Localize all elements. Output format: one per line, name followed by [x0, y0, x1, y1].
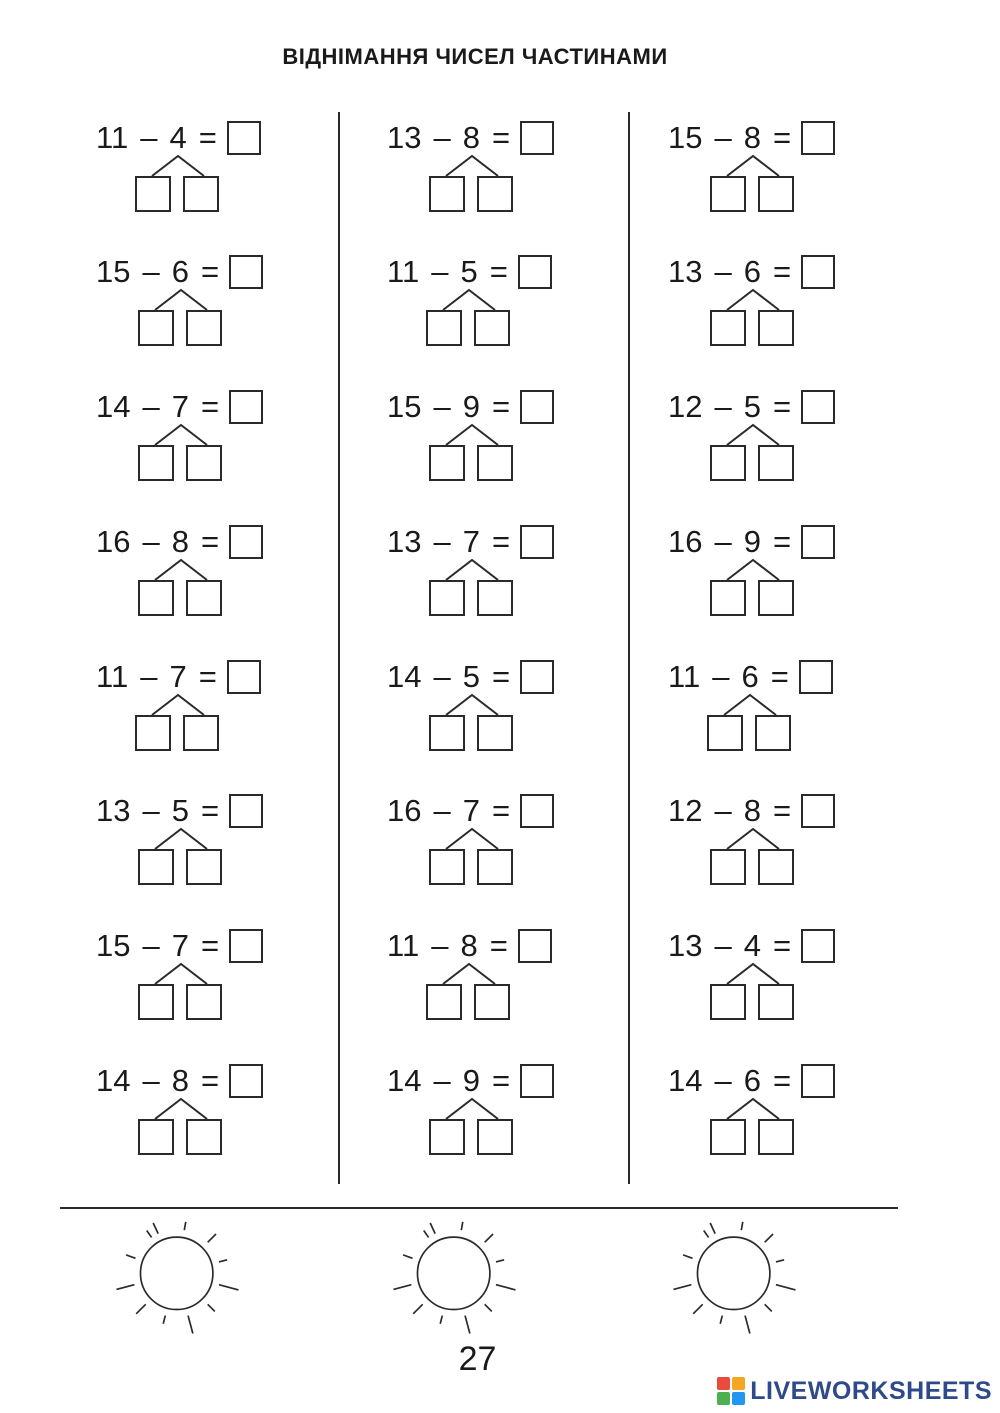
subtraction-problem — [387, 657, 587, 767]
equals-sign: = — [491, 659, 511, 694]
equation — [96, 926, 263, 966]
equals-sign: = — [198, 120, 217, 155]
equation — [387, 926, 552, 966]
subtraction-problem — [96, 118, 296, 228]
answer-box[interactable] — [520, 525, 554, 559]
equation — [668, 1061, 835, 1101]
part-box-right[interactable] — [477, 445, 513, 481]
minuend: 15 — [96, 928, 131, 963]
decomposition-lines — [705, 154, 801, 178]
part-box-left[interactable] — [429, 715, 465, 751]
answer-box[interactable] — [229, 255, 263, 289]
minus-sign: – — [142, 1063, 160, 1098]
part-box-right[interactable] — [186, 984, 222, 1020]
subtraction-problem — [668, 252, 868, 362]
decomposition-lines — [705, 288, 801, 312]
minuend: 13 — [387, 120, 422, 155]
part-box-left[interactable] — [138, 310, 174, 346]
decomposition-lines — [133, 827, 229, 851]
subtrahend: 7 — [171, 389, 189, 424]
branch-line — [446, 829, 498, 849]
decomposition-lines — [130, 693, 226, 717]
equals-sign: = — [200, 524, 220, 559]
logo-square — [732, 1377, 745, 1390]
equals-sign: = — [491, 389, 511, 424]
branch-line — [727, 290, 779, 310]
subtraction-problem — [668, 657, 868, 767]
part-box-left[interactable] — [710, 580, 746, 616]
equation — [387, 522, 554, 562]
subtrahend: 6 — [171, 254, 189, 289]
branch-line — [155, 1099, 207, 1119]
page-number: 27 — [458, 1340, 497, 1378]
answer-box[interactable] — [801, 525, 835, 559]
answer-box[interactable] — [520, 121, 554, 155]
part-box-left[interactable] — [429, 849, 465, 885]
subtraction-problem — [668, 522, 868, 632]
answer-box[interactable] — [520, 794, 554, 828]
minus-sign: – — [433, 389, 451, 424]
equals-sign: = — [200, 793, 220, 828]
answer-box[interactable] — [801, 390, 835, 424]
subtrahend: 7 — [171, 928, 189, 963]
equation — [387, 1061, 554, 1101]
part-box-left[interactable] — [135, 176, 171, 212]
part-box-right[interactable] — [758, 176, 794, 212]
minuend: 14 — [668, 1063, 703, 1098]
branch-line — [443, 964, 495, 984]
part-box-right[interactable] — [186, 849, 222, 885]
part-box-left[interactable] — [429, 580, 465, 616]
equals-sign: = — [772, 254, 792, 289]
minus-sign: – — [433, 120, 451, 155]
decomposition-lines — [133, 962, 229, 986]
branch-line — [727, 964, 779, 984]
answer-box[interactable] — [520, 660, 554, 694]
subtraction-problem — [387, 387, 587, 497]
part-box-right[interactable] — [758, 849, 794, 885]
minus-sign: – — [712, 659, 730, 694]
minuend: 13 — [668, 254, 703, 289]
minuend: 13 — [387, 524, 422, 559]
equation — [387, 657, 554, 697]
decomposition-lines — [705, 962, 801, 986]
branch-line — [152, 695, 204, 715]
answer-box[interactable] — [801, 255, 835, 289]
equals-sign: = — [491, 120, 511, 155]
branch-line — [727, 1099, 779, 1119]
branch-line — [727, 425, 779, 445]
logo-square — [717, 1377, 730, 1390]
subtraction-problem — [668, 1061, 868, 1171]
equals-sign: = — [772, 120, 792, 155]
answer-box[interactable] — [229, 929, 263, 963]
minuend: 11 — [668, 659, 701, 694]
branch-line — [727, 829, 779, 849]
part-box-right[interactable] — [755, 715, 791, 751]
decomposition-lines — [424, 1097, 520, 1121]
minuend: 15 — [96, 254, 131, 289]
equation — [387, 791, 554, 831]
part-box-right[interactable] — [758, 580, 794, 616]
subtrahend: 8 — [743, 120, 761, 155]
answer-box[interactable] — [518, 929, 552, 963]
subtraction-problem — [96, 252, 296, 362]
minuend: 12 — [668, 793, 703, 828]
answer-box[interactable] — [801, 929, 835, 963]
minuend: 11 — [96, 120, 129, 155]
part-box-right[interactable] — [186, 445, 222, 481]
part-box-right[interactable] — [183, 715, 219, 751]
part-box-left[interactable] — [710, 1119, 746, 1155]
subtrahend: 4 — [169, 120, 187, 155]
branch-line — [727, 156, 779, 176]
minuend: 15 — [387, 389, 422, 424]
logo-square — [717, 1392, 730, 1405]
part-box-left[interactable] — [429, 445, 465, 481]
subtraction-problem — [387, 791, 587, 901]
part-box-right[interactable] — [477, 176, 513, 212]
subtrahend: 9 — [743, 524, 761, 559]
decomposition-lines — [133, 558, 229, 582]
decomposition-lines — [424, 827, 520, 851]
answer-box[interactable] — [229, 1064, 263, 1098]
worksheet-title: ВІДНІМАННЯ ЧИСЕЛ ЧАСТИНАМИ — [282, 44, 668, 69]
subtrahend: 6 — [743, 1063, 761, 1098]
decomposition-lines — [424, 154, 520, 178]
minuend: 14 — [96, 389, 131, 424]
subtraction-problem — [96, 657, 296, 767]
subtrahend: 6 — [741, 659, 759, 694]
equation — [96, 1061, 263, 1101]
decomposition-lines — [421, 288, 517, 312]
branch-line — [724, 695, 776, 715]
equals-sign: = — [200, 1063, 220, 1098]
minus-sign: – — [140, 659, 158, 694]
branch-line — [446, 560, 498, 580]
part-box-left[interactable] — [138, 849, 174, 885]
decomposition-lines — [421, 962, 517, 986]
equation — [96, 118, 261, 158]
part-box-left[interactable] — [710, 310, 746, 346]
minus-sign: – — [714, 524, 732, 559]
equation — [96, 387, 263, 427]
branch-line — [155, 829, 207, 849]
branch-line — [155, 964, 207, 984]
equals-sign: = — [200, 928, 220, 963]
answer-box[interactable] — [227, 121, 261, 155]
decomposition-lines — [705, 423, 801, 447]
minuend: 11 — [387, 254, 420, 289]
part-box-left[interactable] — [138, 445, 174, 481]
part-box-right[interactable] — [186, 1119, 222, 1155]
sun-icon — [95, 1210, 255, 1340]
part-box-left[interactable] — [710, 849, 746, 885]
subtraction-problem — [96, 522, 296, 632]
part-box-left[interactable] — [426, 984, 462, 1020]
part-box-left[interactable] — [426, 310, 462, 346]
branch-line — [727, 560, 779, 580]
equation — [668, 387, 835, 427]
minuend: 16 — [96, 524, 131, 559]
part-box-right[interactable] — [758, 1119, 794, 1155]
decomposition-lines — [424, 558, 520, 582]
subtrahend: 7 — [462, 793, 480, 828]
minus-sign: – — [433, 659, 451, 694]
sun-icon — [652, 1210, 812, 1340]
subtrahend: 5 — [743, 389, 761, 424]
part-box-left[interactable] — [429, 1119, 465, 1155]
decomposition-lines — [424, 423, 520, 447]
branch-line — [446, 425, 498, 445]
decomposition-lines — [424, 693, 520, 717]
answer-box[interactable] — [801, 794, 835, 828]
part-box-left[interactable] — [138, 984, 174, 1020]
minus-sign: – — [433, 524, 451, 559]
minuend: 16 — [387, 793, 422, 828]
answer-box[interactable] — [229, 525, 263, 559]
subtraction-problem — [387, 118, 587, 228]
minuend: 12 — [668, 389, 703, 424]
part-box-right[interactable] — [758, 984, 794, 1020]
subtrahend: 5 — [171, 793, 189, 828]
equation — [668, 522, 835, 562]
part-box-right[interactable] — [474, 310, 510, 346]
minus-sign: – — [140, 120, 158, 155]
minus-sign: – — [142, 254, 160, 289]
decomposition-lines — [133, 288, 229, 312]
subtrahend: 8 — [462, 120, 480, 155]
subtraction-problem — [387, 1061, 587, 1171]
subtrahend: 7 — [169, 659, 187, 694]
equation — [387, 118, 554, 158]
part-box-right[interactable] — [477, 715, 513, 751]
column-divider — [338, 112, 340, 1184]
part-box-right[interactable] — [474, 984, 510, 1020]
equation — [96, 252, 263, 292]
part-box-left[interactable] — [135, 715, 171, 751]
part-box-left[interactable] — [710, 176, 746, 212]
part-box-left[interactable] — [138, 580, 174, 616]
subtraction-problem — [387, 522, 587, 632]
minuend: 14 — [387, 659, 422, 694]
answer-box[interactable] — [801, 121, 835, 155]
equation — [387, 387, 554, 427]
minus-sign: – — [714, 389, 732, 424]
decomposition-lines — [130, 154, 226, 178]
branch-line — [446, 695, 498, 715]
subtraction-problem — [387, 926, 587, 1036]
part-box-left[interactable] — [707, 715, 743, 751]
equals-sign: = — [200, 389, 220, 424]
answer-box[interactable] — [520, 1064, 554, 1098]
answer-box[interactable] — [799, 660, 833, 694]
equation — [668, 657, 833, 697]
subtrahend: 7 — [462, 524, 480, 559]
subtraction-problem — [96, 926, 296, 1036]
subtrahend: 8 — [743, 793, 761, 828]
subtraction-problem — [96, 791, 296, 901]
equals-sign: = — [772, 524, 792, 559]
part-box-left[interactable] — [710, 984, 746, 1020]
subtrahend: 8 — [171, 1063, 189, 1098]
sun-icon — [372, 1210, 532, 1340]
equation — [96, 522, 263, 562]
minus-sign: – — [433, 1063, 451, 1098]
part-box-left[interactable] — [138, 1119, 174, 1155]
equals-sign: = — [489, 254, 508, 289]
subtrahend: 8 — [460, 928, 478, 963]
decomposition-lines — [705, 558, 801, 582]
liveworksheets-mark-icon — [717, 1377, 745, 1405]
equals-sign: = — [772, 1063, 792, 1098]
decomposition-lines — [133, 423, 229, 447]
part-box-right[interactable] — [186, 310, 222, 346]
liveworksheets-logo — [717, 1375, 992, 1407]
minus-sign: – — [142, 524, 160, 559]
minuend: 14 — [96, 1063, 131, 1098]
minuend: 11 — [96, 659, 129, 694]
equation — [668, 926, 835, 966]
part-box-right[interactable] — [186, 580, 222, 616]
minus-sign: – — [714, 120, 732, 155]
minuend: 15 — [668, 120, 703, 155]
subtrahend: 9 — [462, 389, 480, 424]
equals-sign: = — [772, 389, 792, 424]
logo-square — [732, 1392, 745, 1405]
part-box-right[interactable] — [758, 445, 794, 481]
equation — [668, 252, 835, 292]
subtraction-problem — [668, 118, 868, 228]
subtraction-problem — [668, 387, 868, 497]
equals-sign: = — [489, 928, 508, 963]
equals-sign: = — [491, 524, 511, 559]
equation — [668, 118, 835, 158]
branch-line — [446, 156, 498, 176]
equals-sign: = — [772, 793, 792, 828]
equals-sign: = — [491, 793, 511, 828]
branch-line — [152, 156, 204, 176]
minus-sign: – — [142, 928, 160, 963]
subtraction-problem — [668, 926, 868, 1036]
part-box-right[interactable] — [183, 176, 219, 212]
answer-box[interactable] — [229, 794, 263, 828]
minus-sign: – — [431, 928, 449, 963]
equation — [96, 657, 261, 697]
minuend: 14 — [387, 1063, 422, 1098]
decomposition-lines — [133, 1097, 229, 1121]
equals-sign: = — [491, 1063, 511, 1098]
subtraction-problem — [668, 791, 868, 901]
part-box-right[interactable] — [477, 1119, 513, 1155]
subtrahend: 4 — [743, 928, 761, 963]
subtraction-problem — [387, 252, 587, 362]
liveworksheets-text: LIVEWORKSHEETS — [750, 1376, 992, 1405]
answer-box[interactable] — [520, 390, 554, 424]
part-box-left[interactable] — [710, 445, 746, 481]
equals-sign: = — [772, 928, 792, 963]
subtrahend: 6 — [743, 254, 761, 289]
branch-line — [155, 560, 207, 580]
part-box-right[interactable] — [758, 310, 794, 346]
branch-line — [155, 425, 207, 445]
subtrahend: 5 — [462, 659, 480, 694]
answer-box[interactable] — [518, 255, 552, 289]
part-box-left[interactable] — [429, 176, 465, 212]
minus-sign: – — [142, 793, 160, 828]
minus-sign: – — [714, 254, 732, 289]
answer-box[interactable] — [227, 660, 261, 694]
part-box-right[interactable] — [477, 849, 513, 885]
minuend: 13 — [96, 793, 131, 828]
minus-sign: – — [714, 1063, 732, 1098]
branch-line — [446, 1099, 498, 1119]
column-divider — [628, 112, 630, 1184]
decomposition-lines — [705, 1097, 801, 1121]
part-box-right[interactable] — [477, 580, 513, 616]
minuend: 13 — [668, 928, 703, 963]
branch-line — [155, 290, 207, 310]
equation — [668, 791, 835, 831]
answer-box[interactable] — [229, 390, 263, 424]
equation — [96, 791, 263, 831]
minuend: 16 — [668, 524, 703, 559]
branch-line — [443, 290, 495, 310]
minus-sign: – — [433, 793, 451, 828]
minuend: 11 — [387, 928, 420, 963]
subtraction-problem — [96, 1061, 296, 1171]
minus-sign: – — [142, 389, 160, 424]
subtrahend: 5 — [460, 254, 478, 289]
answer-box[interactable] — [801, 1064, 835, 1098]
subtrahend: 8 — [171, 524, 189, 559]
bottom-rule — [60, 1207, 898, 1209]
minus-sign: – — [714, 793, 732, 828]
equals-sign: = — [198, 659, 217, 694]
subtrahend: 9 — [462, 1063, 480, 1098]
equals-sign: = — [200, 254, 220, 289]
decomposition-lines — [705, 827, 801, 851]
minus-sign: – — [714, 928, 732, 963]
equation — [387, 252, 552, 292]
subtraction-problem — [96, 387, 296, 497]
equals-sign: = — [770, 659, 789, 694]
minus-sign: – — [431, 254, 449, 289]
decomposition-lines — [702, 693, 798, 717]
